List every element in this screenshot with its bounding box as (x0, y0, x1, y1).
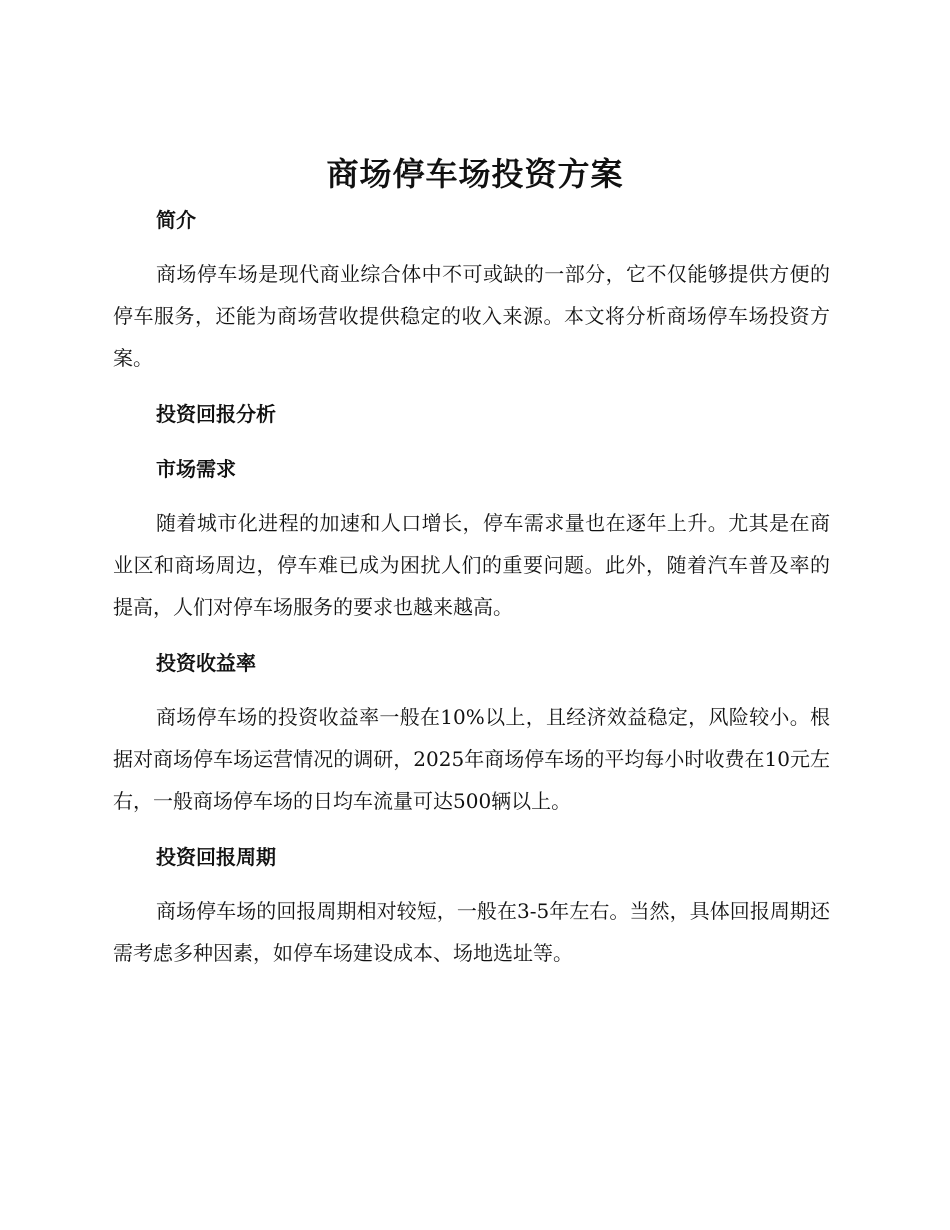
section-paragraph-intro: 商场停车场是现代商业综合体中不可或缺的一部分，它不仅能够提供方便的停车服务，还能为商场营收提供稳定的收入来源。本文将分析商场停车场投资方案。 (113, 262, 830, 370)
section-heading-roi-analysis: 投资回报分析 (156, 402, 276, 426)
section-paragraph-market-demand: 随着城市化进程的加速和人口增长，停车需求量也在逐年上升。尤其是在商业区和商场周边，停车难已成为困扰人们的重要问题。此外，随着汽车普及率的提高，人们对停车场服务的要求也越来越高。 (113, 511, 830, 619)
section-heading-market-demand: 市场需求 (156, 457, 236, 481)
section-heading-roi-rate: 投资收益率 (156, 651, 256, 675)
section-heading-payback-period: 投资回报周期 (156, 845, 276, 869)
section-paragraph-roi-rate: 商场停车场的投资收益率一般在10%以上，且经济效益稳定，风险较小。根据对商场停车场运营情况的调研，2025年商场停车场的平均每小时收费在10元左右，一般商场停车场的日均车流量可达500辆以上。 (113, 705, 830, 813)
section-paragraph-payback-period: 商场停车场的回报周期相对较短，一般在3-5年左右。当然，具体回报周期还需考虑多种因素，如停车场建设成本、场地选址等。 (113, 899, 830, 965)
document-title: 商场停车场投资方案 (326, 155, 624, 193)
section-heading-intro: 简介 (156, 208, 196, 232)
